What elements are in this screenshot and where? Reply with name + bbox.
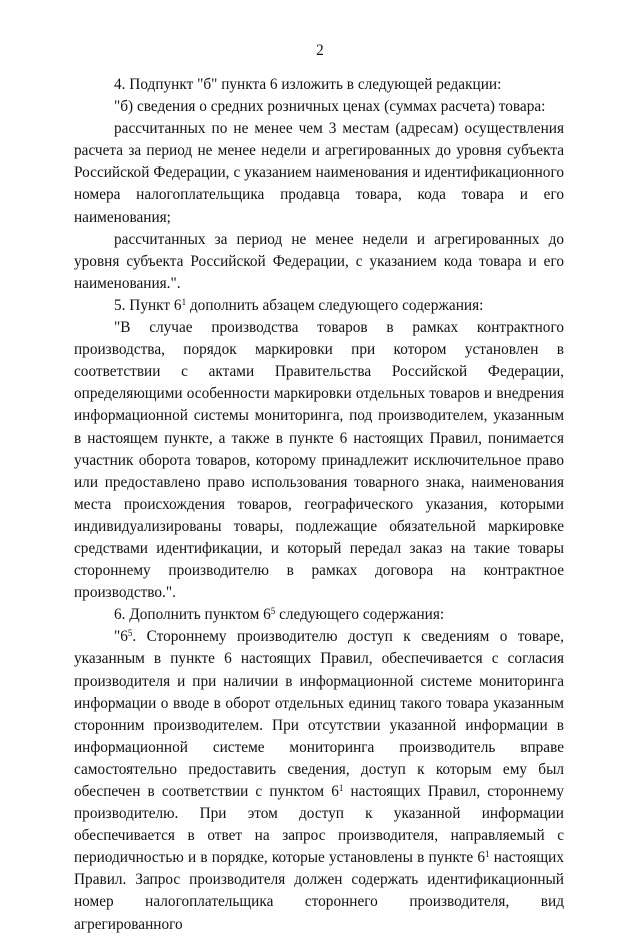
- item-5-superscript: 1: [181, 297, 187, 307]
- paragraph-item-5: [74, 295, 564, 317]
- paragraph-item-6: [74, 604, 564, 626]
- item-6-superscript: 5: [270, 606, 276, 617]
- page-number: 2: [316, 42, 324, 59]
- point-6-5-text-1: . Стороннему производителю доступ к сведениям о товаре, указанным в пункте 6 настоящих Правил, обеспечивается с согласия производителя и при наличии в информационной системе мониторинга информации о вводе в оборот отдельных единиц такого товара указанным сторонним производителем. При отсутствии указанной информации в информационной системе мониторинга производитель вправе самостоятельно предоставить сведения, доступ к которым ему был обеспечен в соответствии с пунктом 6: [74, 628, 564, 800]
- item-6-text-after: следующего содержания:: [275, 606, 445, 624]
- paragraph-calculated-three-places: рассчитанных по не менее чем 3 местам (адресам) осуществления расчета за период не менее недели и агрегированных до уровня субъекта Российской Федерации, с указанием наименования и идентификационного номера налогоплательщика продавца товара, кода товара и его наименования;: [74, 120, 564, 226]
- point-6-5-number: "6: [114, 628, 128, 646]
- point-6-5-text-2: настоящих Правил, стороннему производителю. При этом доступ к указанной информации обеспечивается в ответ на запрос производителя, направляемый с периодичностью и в порядке, которые установлены в пункте 6: [74, 783, 564, 867]
- point-6-5-reference-superscript-1: 1: [338, 783, 344, 794]
- item-5-text-before: 5. Пункт 6: [114, 296, 182, 314]
- point-6-5-reference-superscript-2: 1: [485, 849, 490, 860]
- paragraph-contract-production: "В случае производства товаров в рамках контрактного производства, порядок маркировки при котором установлен в соответствии с актами Правительства Российской Федерации, определяющими особенности маркировки отдельных товаров и внедрения информационной системы мониторинга, под производителем, указанным в настоящем пункте, а также в пункте 6 настоящих Правил, понимается участник оборота товаров, которому принадлежит исключительное право или предоставлено право использования товарного знака, наименования места происхождения товаров, географического указания, которыми индивидуализированы товары, подлежащие обязательной маркировке средствами идентификации, и который передал заказ на такие товары стороннему производителю в рамках договора на контрактное производство.".: [74, 319, 564, 602]
- item-5-text-after: дополнить абзацем следующего содержания:: [186, 296, 484, 314]
- document-body: [74, 74, 564, 936]
- point-6-5-superscript: 5: [127, 628, 133, 639]
- paragraph-point-6-5: [74, 626, 564, 935]
- point-6-5-text-3: настоящих Правил. Запрос производителя должен содержать идентификационный номер налогоплательщика стороннего производителя, вид агрегированного: [74, 849, 564, 933]
- paragraph-item-4: 4. Подпункт "б" пункта 6 изложить в следующей редакции:: [114, 76, 502, 93]
- paragraph-subitem-b: "б) сведения о средних розничных ценах (суммах расчета) товара:: [114, 98, 546, 116]
- paragraph-calculated-week: рассчитанных за период не менее недели и агрегированных до уровня субъекта Российской Федерации, с указанием кода товара и его наименования.".: [74, 230, 564, 292]
- item-6-text-before: 6. Дополнить пунктом 6: [114, 606, 271, 624]
